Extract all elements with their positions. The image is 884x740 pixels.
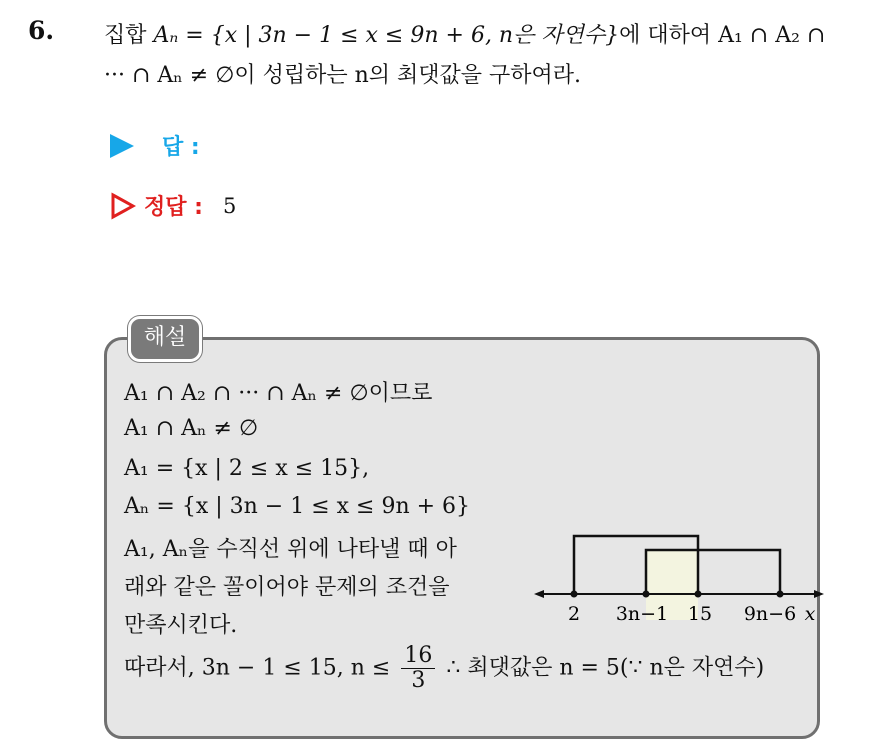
tick-label-15: 15 <box>687 603 713 625</box>
axis-left-arrow <box>534 590 544 598</box>
point-15 <box>695 591 702 598</box>
point-9n-6 <box>777 591 784 598</box>
correct-answer-row <box>110 190 236 221</box>
tick-label-3n-1: 3n−1 <box>615 603 669 625</box>
fraction <box>401 644 435 693</box>
solution-line-6: 래와 같은 꼴이어야 문제의 조건을 <box>124 575 450 600</box>
question-number: 6. <box>28 16 55 45</box>
answer-label: 답 : <box>162 135 200 160</box>
axis-right-arrow <box>814 590 824 598</box>
final-inequality: 따라서, 3n − 1 ≤ 15, n ≤ <box>124 655 391 681</box>
question-text-line-2: ··· ∩ Aₙ ≠ ∅이 성립하는 n의 최댓값을 구하여라. <box>104 63 582 88</box>
solution-final-line <box>124 644 764 693</box>
axis-label-x: x <box>804 603 816 625</box>
point-2 <box>571 591 578 598</box>
solution-line-3: A₁ = {x | 2 ≤ x ≤ 15}, <box>124 456 370 481</box>
final-conclusion: ∴ 최댓값은 n = 5(∵ n은 자연수) <box>446 655 765 681</box>
fraction-denominator: 3 <box>411 668 426 693</box>
answer-row <box>110 130 200 161</box>
fraction-numerator: 16 <box>401 644 435 669</box>
correct-answer-value: 5 <box>222 193 237 218</box>
solution-line-7: 만족시킨다. <box>124 613 238 638</box>
number-line-diagram <box>530 524 830 628</box>
question-text-suffix: 에 대하여 A₁ ∩ A₂ ∩ <box>619 23 826 48</box>
tick-label-2: 2 <box>567 603 581 625</box>
solution-line-1: A₁ ∩ A₂ ∩ ··· ∩ Aₙ ≠ ∅이므로 <box>124 381 433 406</box>
question-text-prefix: 집합 <box>104 23 154 48</box>
play-triangle-icon <box>110 134 134 158</box>
solution-line-2: A₁ ∩ Aₙ ≠ ∅ <box>124 416 259 441</box>
solution-line-5: A₁, Aₙ을 수직선 위에 나타낼 때 아 <box>124 537 457 562</box>
solution-line-4: Aₙ = {x | 3n − 1 ≤ x ≤ 9n + 6} <box>124 494 471 519</box>
question-text-line-1 <box>104 18 825 49</box>
point-3n-1 <box>643 591 650 598</box>
outline-triangle-icon <box>110 192 136 220</box>
set-definition: Aₙ = {x | 3n − 1 ≤ x ≤ 9n + 6, n은 자연수} <box>153 23 620 48</box>
tick-label-9n-6: 9n−6 <box>743 603 797 625</box>
solution-tab: 해설 <box>128 316 202 362</box>
correct-answer-label: 정답 : <box>144 195 203 220</box>
